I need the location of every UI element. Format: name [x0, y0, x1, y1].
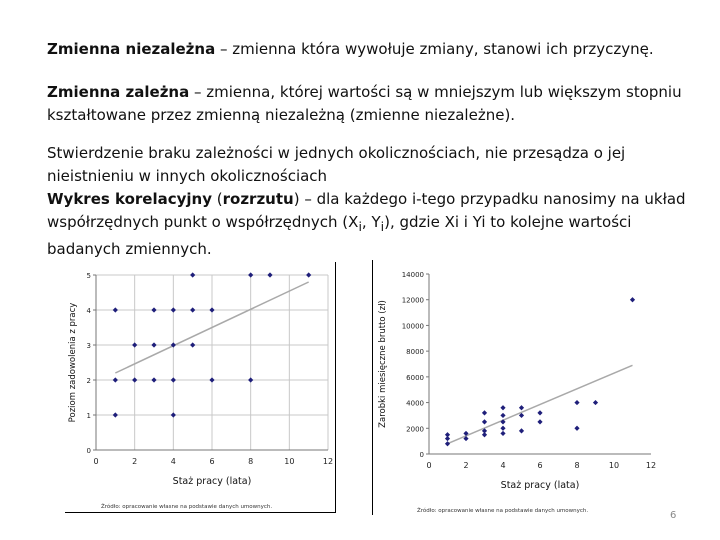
chart1-data-point — [306, 272, 311, 277]
chart2-x-tick-label: 0 — [426, 461, 432, 470]
scatter-chart-satisfaction-svg — [65, 262, 335, 512]
chart1-data-point — [151, 377, 156, 382]
chart1-x-tick-label: 6 — [209, 457, 215, 466]
scatter-chart-satisfaction — [65, 262, 336, 513]
chart2-y-tick-label: 8000 — [406, 348, 424, 357]
chart1-data-point — [113, 377, 118, 382]
chart2-data-point — [519, 405, 524, 410]
chart2-data-point — [482, 419, 487, 424]
definition-independent-text: – zmienna która wywołuje zmiany, stanowi ich przyczynę. — [215, 40, 654, 58]
chart2-y-tick-label: 14000 — [401, 271, 424, 279]
chart1-y-tick-label: 5 — [86, 272, 91, 280]
chart2-data-point — [445, 441, 450, 446]
chart2-data-point — [500, 431, 505, 436]
chart2-data-point — [537, 410, 542, 415]
chart1-data-point — [190, 307, 195, 312]
chart1-data-point — [209, 307, 214, 312]
chart2-x-tick-label: 10 — [608, 461, 620, 470]
definition-dependent-text: – zmienna, której wartości są w mniejszym lub większym stopniu kształtowane przez zmienną niezależną (zmienne niezależne). — [47, 83, 682, 124]
chart1-data-point — [151, 342, 156, 347]
chart2-data-point — [574, 426, 579, 431]
chart1-data-point — [132, 377, 137, 382]
chart2-x-tick-label: 6 — [537, 461, 543, 470]
definition-dependent-variable — [47, 81, 687, 127]
chart2-y-tick-label: 0 — [419, 451, 424, 459]
term-independent: Zmienna niezależna — [47, 40, 216, 58]
chart1-data-point — [190, 272, 195, 277]
definition-scatter-plot — [47, 188, 687, 261]
page-number: 6 — [670, 510, 677, 521]
chart2-data-point — [445, 432, 450, 437]
scatter-text-b: , Y — [361, 213, 381, 231]
term-scatter-plot: Wykres korelacyjny — [47, 190, 212, 208]
scatter-chart-earnings-svg — [373, 260, 657, 515]
chart2-data-point — [500, 413, 505, 418]
definition-independent-variable — [47, 38, 687, 61]
subscript-i-x: i — [358, 219, 362, 234]
term-dependent: Zmienna zależna — [47, 83, 190, 101]
chart1-x-axis-label: Staż pracy (lata) — [172, 476, 252, 487]
chart1-data-point — [209, 377, 214, 382]
chart2-y-tick-label: 12000 — [401, 296, 424, 305]
statement-no-dependence: Stwierdzenie braku zależności w jednych okolicznościach, nie przesądza o jej nieistnieniu w innych okolicznościach — [47, 144, 626, 185]
chart1-y-tick-label: 0 — [86, 447, 91, 455]
chart2-x-tick-label: 12 — [645, 461, 657, 470]
chart2-data-point — [574, 400, 579, 405]
chart1-data-point — [248, 272, 253, 277]
chart2-x-tick-label: 8 — [574, 461, 580, 470]
chart1-y-tick-label: 2 — [86, 377, 91, 385]
chart2-y-tick-label: 4000 — [406, 399, 424, 408]
chart2-y-tick-label: 10000 — [401, 322, 424, 331]
chart2-x-tick-label: 4 — [500, 461, 506, 470]
chart1-x-tick-label: 2 — [132, 457, 138, 466]
scatter-text-a: ) – dla każdego i-tego przypadku nanosimy na układ współrzędnych punkt o współrzędnych (X — [47, 190, 686, 231]
chart1-data-point — [267, 272, 272, 277]
scatter-text-c: ), gdzie Xi i Yi to kolejne wartości badanych zmiennych. — [47, 213, 632, 258]
chart1-data-point — [132, 342, 137, 347]
chart2-data-point — [519, 428, 524, 433]
chart2-data-point — [500, 426, 505, 431]
chart1-x-tick-label: 8 — [248, 457, 254, 466]
chart1-data-point — [151, 307, 156, 312]
chart1-x-tick-label: 10 — [284, 457, 295, 466]
chart2-x-axis-label: Staż pracy (lata) — [500, 480, 580, 491]
chart1-data-point — [113, 412, 118, 417]
chart2-data-point — [630, 297, 635, 302]
subscript-i-y: i — [380, 219, 385, 234]
scatter-chart-earnings — [372, 260, 657, 515]
chart1-data-point — [248, 377, 253, 382]
chart2-data-point — [482, 410, 487, 415]
chart2-data-point — [537, 419, 542, 424]
chart1-x-tick-label: 12 — [322, 457, 334, 466]
chart2-y-tick-label: 6000 — [406, 373, 424, 382]
chart2-data-point — [500, 405, 505, 410]
chart1-data-point — [171, 412, 176, 417]
chart2-source-note: Źródło: opracowanie własne na podstawie danych umownych. — [417, 508, 589, 514]
chart2-data-point — [593, 400, 598, 405]
chart1-data-point — [171, 307, 176, 312]
term-scatter: rozrzutu — [222, 190, 294, 208]
chart2-trend-line — [448, 365, 633, 443]
chart1-x-tick-label: 4 — [170, 457, 176, 466]
paren-open: ( — [212, 190, 223, 208]
chart1-y-tick-label: 4 — [86, 307, 91, 315]
chart1-y-axis-label: Poziom zadowolenia z pracy — [68, 302, 78, 423]
chart1-data-point — [171, 377, 176, 382]
chart1-y-tick-label: 1 — [86, 412, 91, 420]
chart1-x-tick-label: 0 — [93, 457, 99, 466]
chart1-data-point — [190, 342, 195, 347]
chart2-y-tick-label: 2000 — [406, 425, 424, 434]
chart1-source-note: Źródło: opracowanie własne na podstawie danych umownych. — [101, 504, 273, 510]
chart2-x-tick-label: 2 — [463, 461, 469, 470]
chart2-y-axis-label: Zarobki miesięczne brutto (zł) — [378, 300, 388, 428]
chart1-data-point — [113, 307, 118, 312]
chart1-y-tick-label: 3 — [86, 342, 91, 350]
